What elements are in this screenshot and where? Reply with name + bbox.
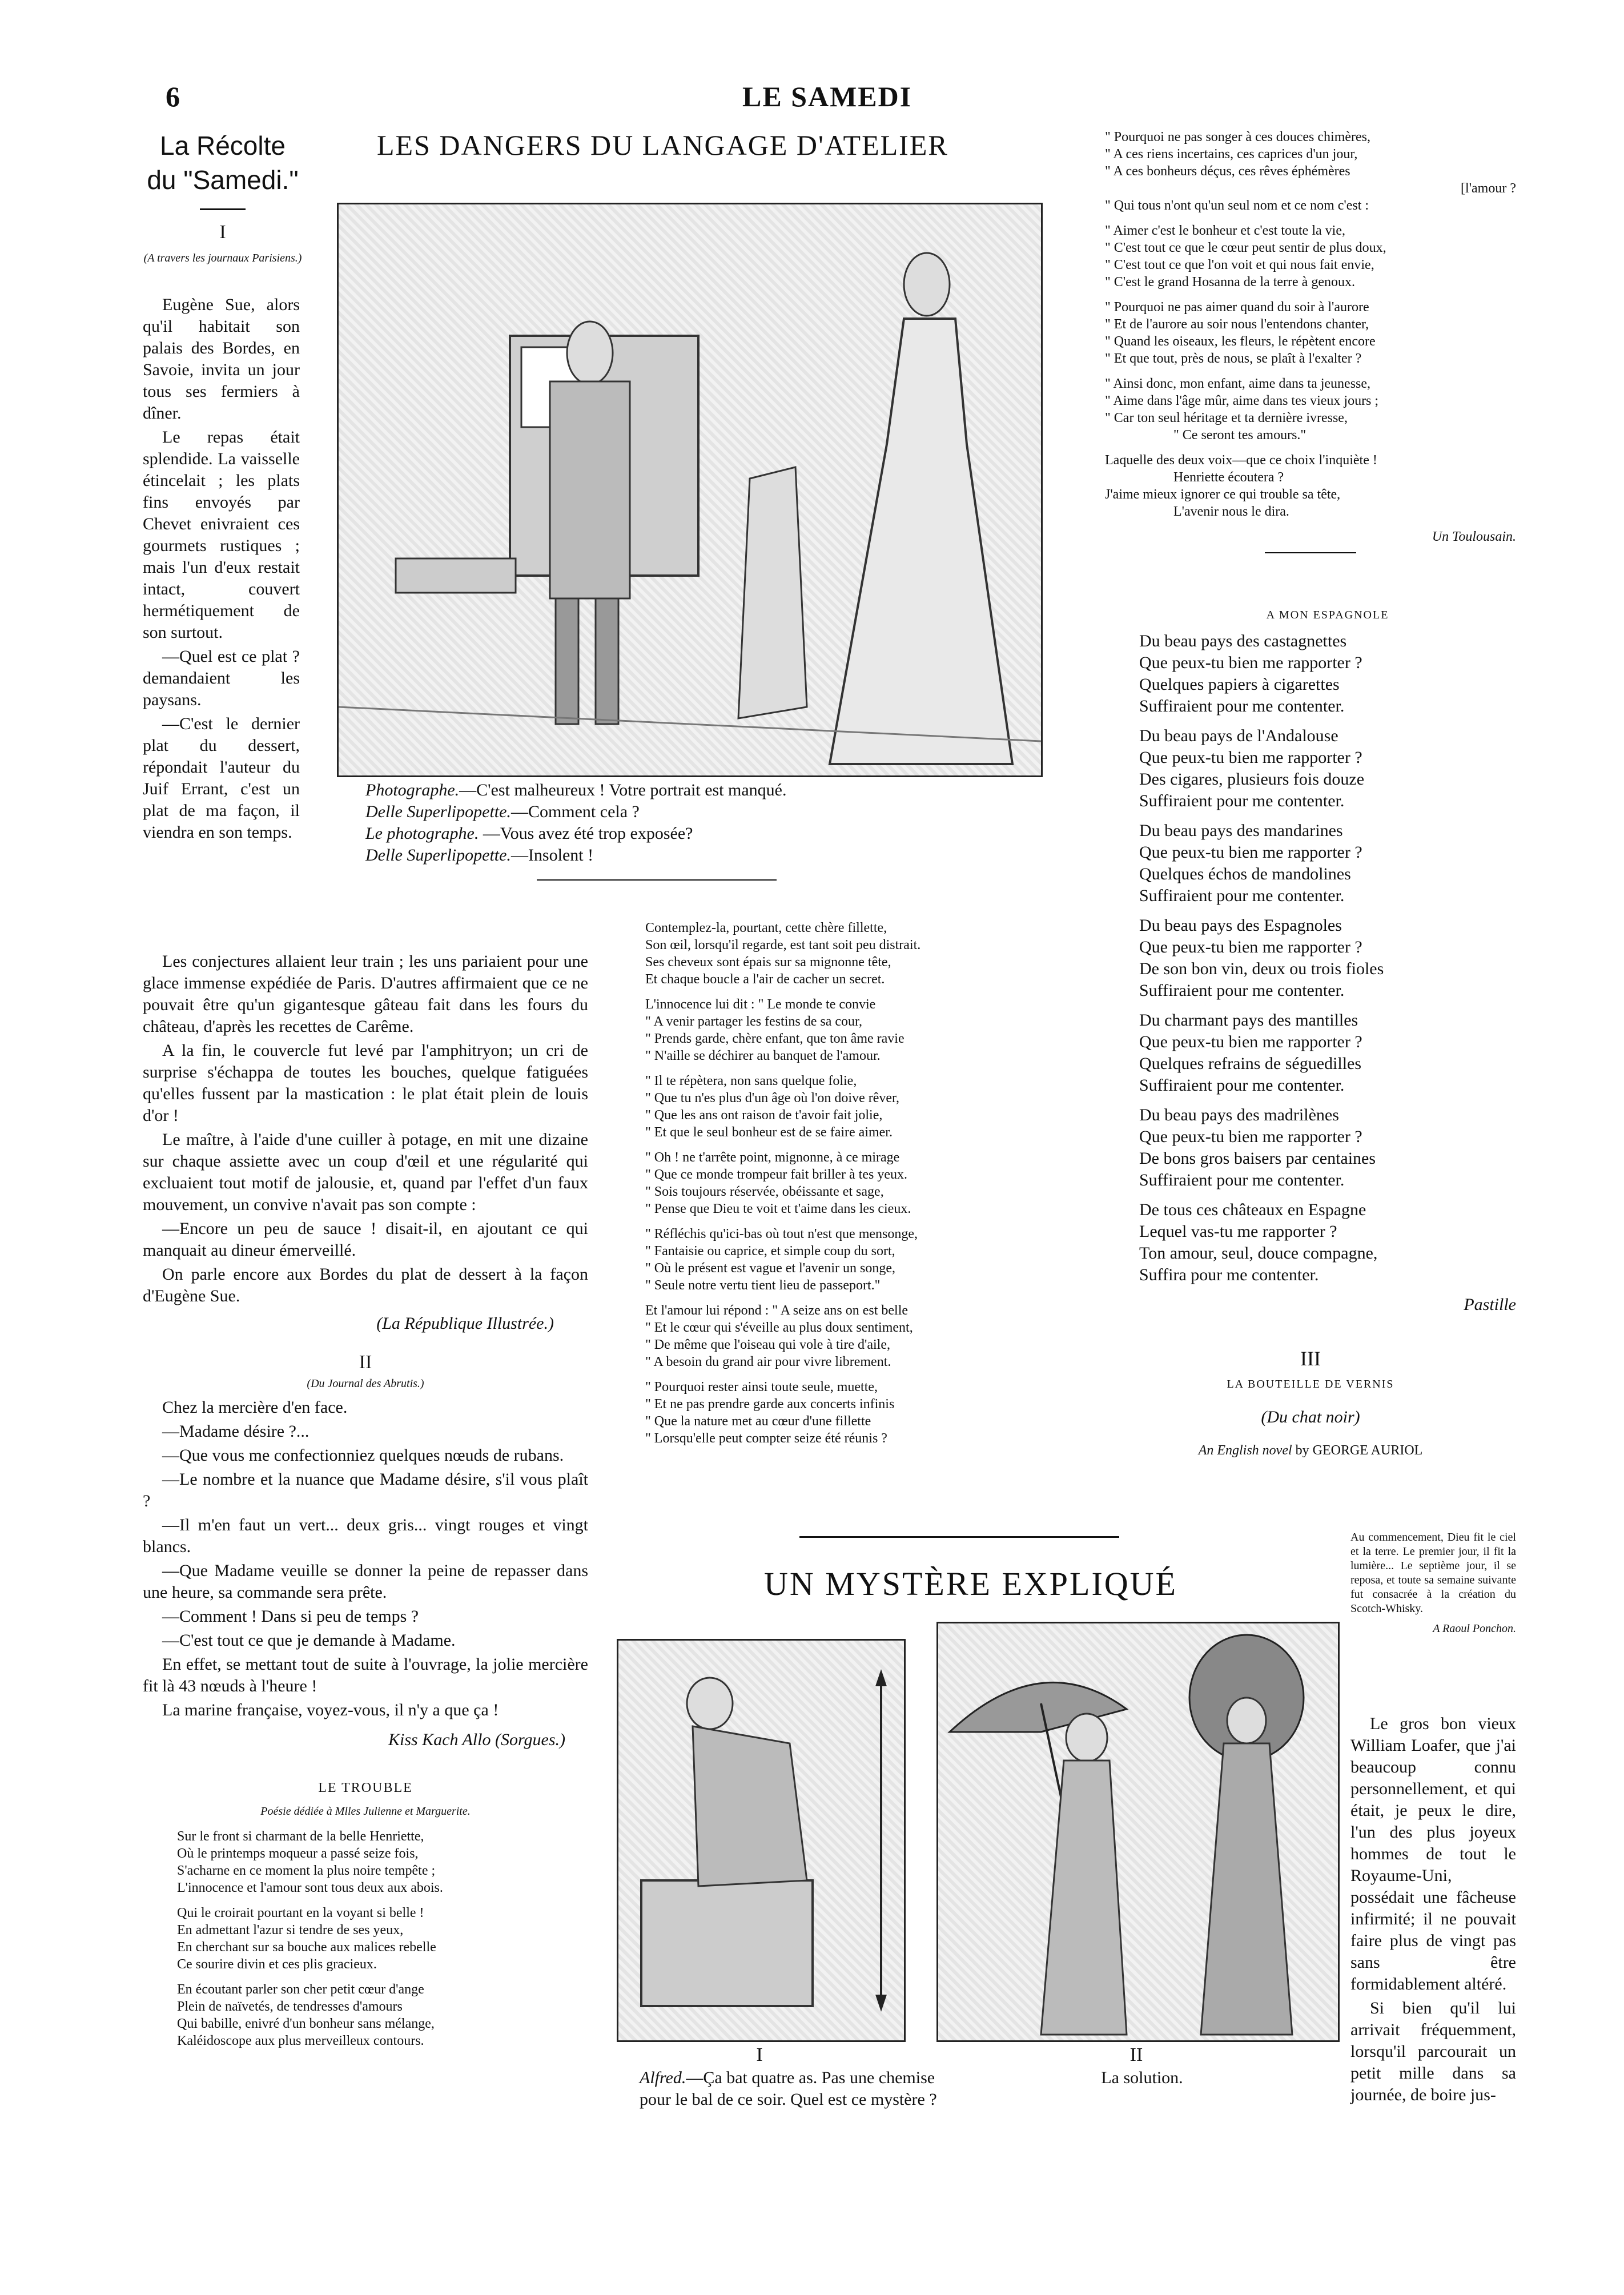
stanza xyxy=(1105,375,1516,444)
verse: Kaléidoscope aux plus merveilleux contours. xyxy=(177,2033,424,2048)
stanza xyxy=(645,1225,1045,1294)
photographer-leg xyxy=(596,598,618,724)
verse: Que peux-tu bien me rapporter ? xyxy=(1139,843,1362,862)
verse: Sur le front si charmant de la belle Henriette, xyxy=(177,1829,424,1844)
verse: De bons gros baisers par centaines xyxy=(1139,1149,1376,1168)
mystere-drawing-2 xyxy=(938,1623,1338,2040)
part3-text xyxy=(1350,1713,1516,2108)
part1-numeral: I xyxy=(219,222,226,243)
woman-2-dress xyxy=(1201,1743,1292,2035)
verse: " A ces riens incertains, ces caprices d'un jour, xyxy=(1105,147,1358,162)
part2-numeral: II xyxy=(359,1352,372,1373)
paragraph: Les conjectures allaient leur train ; les uns pariaient pour une glace immense expédiée de Paris. D'autres affirmaient que ce ne pouvait être qu'un gigantesque gâteau fait dans les fours du château, d'après les recettes de Carême. xyxy=(143,952,588,1036)
paragraph: Chez la mercière d'en face. xyxy=(162,1398,348,1417)
verse: " Où le présent est vague et l'avenir un songe, xyxy=(645,1261,895,1276)
verse: Suffiraient pour me contenter. xyxy=(1139,1076,1345,1095)
caption-line xyxy=(365,823,994,845)
verse: En cherchant sur sa bouche aux malices rebelle xyxy=(177,1940,436,1955)
verse: Quelques échos de mandolines xyxy=(1139,865,1351,883)
verse: L'avenir nous le dira. xyxy=(1173,504,1289,519)
verse: " A ces bonheurs déçus, ces rêves éphémères xyxy=(1105,164,1350,179)
paragraph: —Le nombre et la nuance que Madame désire, s'il vous plaît ? xyxy=(143,1470,588,1510)
stanza xyxy=(1139,1104,1516,1191)
verse: Que peux-tu bien me rapporter ? xyxy=(1139,938,1362,956)
paragraph: —C'est tout ce que je demande à Madame. xyxy=(162,1631,456,1650)
stanza xyxy=(1105,299,1516,367)
stanza xyxy=(1139,915,1516,1002)
caption-text: —Vous avez été trop exposée? xyxy=(479,824,693,843)
divider xyxy=(537,879,777,881)
verse: Que peux-tu bien me rapporter ? xyxy=(1139,653,1362,672)
verse: " Que les ans ont raison de t'avoir fait jolie, xyxy=(645,1108,883,1123)
photographer-leg xyxy=(556,598,578,724)
verse: L'innocence et l'amour sont tous deux aux abois. xyxy=(177,1880,443,1895)
fig2-numeral: II xyxy=(1129,2044,1143,2065)
verse: Suffiraient pour me contenter. xyxy=(1139,886,1345,905)
paragraph: En effet, se mettant tout de suite à l'ouvrage, la jolie mercière fit là 43 nœuds à l'heure ! xyxy=(143,1655,588,1695)
verse: Contemplez-la, pourtant, cette chère fillette, xyxy=(645,921,887,935)
verse: " Pense que Dieu te voit et t'aime dans les cieux. xyxy=(645,1201,911,1216)
verse: " Aimer c'est le bonheur et c'est toute la vie, xyxy=(1105,223,1345,238)
paragraph: La marine française, voyez-vous, il n'y a que ça ! xyxy=(162,1701,499,1719)
paragraph: —Madame désire ?... xyxy=(162,1422,309,1441)
atelier-title: LES DANGERS DU LANGAGE D'ATELIER xyxy=(377,129,948,161)
right-poem xyxy=(1105,128,1516,553)
verse: L'innocence lui dit : " Le monde te convie xyxy=(645,997,876,1012)
stanza xyxy=(177,1904,588,1973)
part3-epigraph xyxy=(1350,1530,1516,1636)
verse: " N'aille se déchirer au banquet de l'amour. xyxy=(645,1048,881,1063)
espagnole-title: A MON ESPAGNOLE xyxy=(1266,609,1389,621)
caption-speaker: Delle Superlipopette. xyxy=(365,846,511,865)
stanza xyxy=(1105,222,1516,291)
man-body xyxy=(693,1726,807,1886)
verse: En écoutant parler son cher petit cœur d'ange xyxy=(177,1982,424,1997)
mystere-illustration-1 xyxy=(617,1639,906,2042)
verse: " C'est tout ce que l'on voit et qui nous fait envie, xyxy=(1105,258,1374,272)
verse: " Pourquoi ne pas aimer quand du soir à l'aurore xyxy=(1105,300,1369,315)
verse: " Pourquoi ne pas songer à ces douces chimères, xyxy=(1105,130,1370,144)
part3-byline xyxy=(1105,1442,1516,1459)
part2-source: (Du Journal des Abrutis.) xyxy=(307,1377,424,1390)
verse: Des cigares, plusieurs fois douze xyxy=(1139,770,1365,789)
paragraph: —C'est le dernier plat du dessert, répondait l'auteur du Juif Errant, c'est un plat de ma façon, il viendra en son temps. xyxy=(143,714,300,842)
verse: " Seule notre vertu tient lieu de passeport." xyxy=(645,1278,881,1293)
woman-2-head xyxy=(1227,1698,1266,1743)
paragraph: On parle encore aux Bordes du plat de dessert à la façon d'Eugène Sue. xyxy=(143,1265,588,1305)
stanza xyxy=(1139,820,1516,907)
atelier-drawing xyxy=(339,204,1041,775)
part3-header xyxy=(1105,1348,1516,1459)
arrow-head-up xyxy=(875,1669,887,1686)
verse: " Et que le seul bonheur est de se faire aimer. xyxy=(645,1125,893,1140)
caption-speaker: Photographe. xyxy=(365,781,460,799)
verse: Que peux-tu bien me rapporter ? xyxy=(1139,1032,1362,1051)
right-poem-signature: Un Toulousain. xyxy=(1432,529,1516,544)
verse: S'acharne en ce moment la plus noire tempête ; xyxy=(177,1863,436,1878)
paragraph: Eugène Sue, alors qu'il habitait son palais des Bordes, en Savoie, invita un jour tous ses fermiers à dîner. xyxy=(143,295,300,423)
verse: " Sois toujours réservée, obéissante et sage, xyxy=(645,1184,884,1199)
verse: " Et de l'aurore au soir nous l'entendons chanter, xyxy=(1105,317,1369,332)
woman-1-head xyxy=(1066,1714,1107,1762)
caption-line xyxy=(365,779,994,801)
caption-text: —Comment cela ? xyxy=(510,802,640,821)
fig1-caption-text: —Ça bat quatre as. Pas une chemise pour le bal de ce soir. Quel est ce mystère ? xyxy=(640,2068,937,2109)
stanza xyxy=(177,1828,588,1896)
verse: " Réfléchis qu'ici-bas où tout n'est que mensonge, xyxy=(645,1227,918,1241)
man-head xyxy=(687,1678,733,1729)
verse: Suffira pour me contenter. xyxy=(1139,1265,1319,1284)
trunk-shape xyxy=(641,1880,813,2006)
verse: Où le printemps moqueur a passé seize fois, xyxy=(177,1846,419,1861)
verse: Du beau pays des castagnettes xyxy=(1139,632,1347,650)
caption-speaker: Le photographe. xyxy=(365,824,479,843)
recolte-header xyxy=(143,128,303,266)
verse: " Ce seront tes amours." xyxy=(1173,428,1307,443)
poem-le-trouble xyxy=(143,1828,588,2049)
verse: " De même que l'oiseau qui vole à tire d'aile, xyxy=(645,1337,890,1352)
caption-line xyxy=(365,845,994,866)
verse: Ton amour, seul, douce compagne, xyxy=(1139,1244,1378,1263)
stanza xyxy=(645,1378,1045,1447)
verse: Ce sourire divin et ces plis gracieux. xyxy=(177,1957,377,1972)
verse: J'aime mieux ignorer ce qui trouble sa tête, xyxy=(1105,487,1341,502)
stanza xyxy=(1139,630,1516,717)
mystere-drawing-1 xyxy=(618,1641,904,2040)
verse: Plein de naïvetés, de tendresses d'amours xyxy=(177,1999,403,2014)
caption-line xyxy=(365,801,994,823)
paragraph: Le maître, à l'aide d'une cuiller à potage, en mit une dizaine sur chaque assiette avec un coup d'œil et une régularité qui excluaient tout motif de jalousie, et, quand par l'effet d'un faux mouvement, un convive n'avait pas son compte : xyxy=(143,1130,588,1214)
paragraph: Le gros bon vieux William Loafer, que j'ai beaucoup connu personnellement, et qui était, je peux le dire, l'un des plus joyeux hommes de tout le Royaume-Uni, possédait une fâcheuse infirmité; il ne pouvait faire plus de vingt pas sans être formidablement altéré. xyxy=(1350,1714,1516,1993)
verse: En admettant l'azur si tendre de ses yeux, xyxy=(177,1923,404,1938)
verse: Que peux-tu bien me rapporter ? xyxy=(1139,1127,1362,1146)
verse: Lequel vas-tu me rapporter ? xyxy=(1139,1222,1337,1241)
paragraph: —Comment ! Dans si peu de temps ? xyxy=(162,1607,419,1626)
epigraph-credit: A Raoul Ponchon. xyxy=(1433,1622,1516,1635)
verse: " Et le cœur qui s'éveille au plus doux sentiment, xyxy=(645,1320,913,1335)
mystere-title: UN MYSTÈRE EXPLIQUÉ xyxy=(764,1565,1177,1602)
verse: Henriette écoutera ? xyxy=(1173,470,1284,485)
verse: Que peux-tu bien me rapporter ? xyxy=(1139,748,1362,767)
paragraph: —Que vous me confectionniez quelques nœuds de rubans. xyxy=(162,1446,564,1465)
caption-speaker: Delle Superlipopette. xyxy=(365,802,511,821)
verse: " C'est tout ce que le cœur peut sentir de plus doux, xyxy=(1105,240,1386,255)
verse: " Prends garde, chère enfant, que ton âme ravie xyxy=(645,1031,905,1046)
fig1-speaker: Alfred. xyxy=(640,2068,686,2087)
part1-credit: (La République Illustrée.) xyxy=(376,1314,554,1333)
espagnole-poem xyxy=(1139,608,1516,1316)
verse: Son œil, lorsqu'il regarde, est tant soit peu distrait. xyxy=(645,938,921,952)
stanza xyxy=(177,1981,588,2049)
paragraph: —Quel est ce plat ? demandaient les paysans. xyxy=(143,647,300,709)
part2-credit: Kiss Kach Allo (Sorgues.) xyxy=(388,1730,565,1749)
verse: " Ainsi donc, mon enfant, aime dans ta jeunesse, xyxy=(1105,376,1371,391)
photographer-body xyxy=(550,381,630,598)
verse: Du beau pays des Espagnoles xyxy=(1139,916,1342,935)
paragraph: —Il m'en faut un vert... deux gris... vingt rouges et vingt blancs. xyxy=(143,1516,588,1556)
verse: " Pourquoi rester ainsi toute seule, muette, xyxy=(645,1380,878,1394)
verse: " Fantaisie ou caprice, et simple coup du sort, xyxy=(645,1244,895,1259)
verse: Laquelle des deux voix—que ce choix l'inquiète ! xyxy=(1105,453,1377,468)
divider xyxy=(799,1536,1119,1538)
verse: Du beau pays de l'Andalouse xyxy=(1139,726,1338,745)
stanza xyxy=(645,1072,1045,1141)
verse: [l'amour ? xyxy=(1461,181,1516,196)
verse: Suffiraient pour me contenter. xyxy=(1139,791,1345,810)
stanza xyxy=(1139,725,1516,812)
atelier-captions xyxy=(365,779,994,866)
verse: " Que tu n'es plus d'un âge où l'on doive rêver, xyxy=(645,1091,900,1106)
verse: Qui babille, enivré d'un bonheur sans mélange, xyxy=(177,2016,435,2031)
verse: Du charmant pays des mantilles xyxy=(1139,1011,1358,1030)
poem-dedication: Poésie dédiée à Mlles Julienne et Marguerite. xyxy=(260,1805,471,1818)
epigraph-text: Au commencement, Dieu fit le ciel et la terre. Le premier jour, il fit la lumière... Le septième jour, il se reposa, et toute sa semaine suivante fut consacrée à la création du Scotch-Whisky. xyxy=(1350,1531,1516,1615)
verse: Ses cheveux sont épais sur sa mignonne tête, xyxy=(645,955,891,970)
verse: " Oh ! ne t'arrête point, mignonne, à ce mirage xyxy=(645,1150,900,1165)
stanza xyxy=(645,1149,1045,1217)
part3-source: (Du chat noir) xyxy=(1261,1408,1360,1426)
verse: Et chaque boucle a l'air de cacher un secret. xyxy=(645,972,885,987)
verse: Qui le croirait pourtant en la voyant si belle ! xyxy=(177,1906,424,1920)
stanza xyxy=(1139,1199,1516,1286)
caption-text: —Insolent ! xyxy=(510,846,594,865)
stanza xyxy=(645,919,1045,988)
stanza xyxy=(1105,128,1516,214)
verse: " Que ce monde trompeur fait briller à tes yeux. xyxy=(645,1167,907,1182)
stanza xyxy=(645,1302,1045,1370)
verse: Du beau pays des madrilènes xyxy=(1139,1106,1339,1124)
verse: Suffiraient pour me contenter. xyxy=(1139,697,1345,716)
fig1-caption xyxy=(640,2067,948,2111)
caption-text: —C'est malheureux ! Votre portrait est manqué. xyxy=(459,781,787,799)
chair-shape xyxy=(738,467,807,718)
fig2-caption: La solution. xyxy=(1101,2068,1183,2087)
verse: Suffiraient pour me contenter. xyxy=(1139,1171,1345,1189)
verse: " Que la nature met au cœur d'une fillette xyxy=(645,1414,871,1429)
verse: Suffiraient pour me contenter. xyxy=(1139,981,1345,1000)
stanza xyxy=(1105,452,1516,520)
fig1-numeral: I xyxy=(756,2044,763,2065)
verse: " C'est le grand Hosanna de la terre à genoux. xyxy=(1105,275,1355,290)
paragraph: —Que Madame veuille se donner la peine de repasser dans une heure, sa commande sera prête. xyxy=(143,1561,588,1602)
stool-shape xyxy=(396,558,516,593)
verse: " A venir partager les festins de sa cour, xyxy=(645,1014,863,1029)
paper-title: LE SAMEDI xyxy=(742,81,913,112)
mystere-illustration-2 xyxy=(936,1622,1340,2042)
arrow-head-down xyxy=(875,1995,887,2012)
verse: " Lorsqu'elle peut compter seize été réunis ? xyxy=(645,1431,887,1446)
section-title: La Récolte du "Samedi." xyxy=(147,131,299,195)
photographer-head xyxy=(567,321,613,384)
verse: " Car ton seul héritage et ta dernière ivresse, xyxy=(1105,411,1348,425)
verse: " Et que tout, près de nous, se plaît à l'exalter ? xyxy=(1105,351,1362,366)
poem-title: LE TROUBLE xyxy=(318,1780,413,1795)
espagnole-signature: Pastille xyxy=(1464,1295,1516,1314)
paragraph: A la fin, le couvercle fut levé par l'amphitryon; un cri de surprise s'échappa de toutes les bouches, quelque fatiguées qu'elles fussent par la mastication : le plat était plein de louis d'or ! xyxy=(143,1041,588,1125)
verse: " Il te répètera, non sans quelque folie, xyxy=(645,1074,857,1088)
paragraph: Si bien qu'il lui arrivait fréquemment, lorsqu'il parcourait un petit mille dans sa journée, de boire jus- xyxy=(1350,1999,1516,2104)
verse: " Et ne pas prendre garde aux concerts infinis xyxy=(645,1397,895,1412)
verse: Du beau pays des mandarines xyxy=(1139,821,1343,840)
verse: De son bon vin, deux ou trois fioles xyxy=(1139,959,1384,978)
stanza xyxy=(645,996,1045,1064)
page-number: 6 xyxy=(166,81,181,112)
verse: De tous ces châteaux en Espagne xyxy=(1139,1200,1366,1219)
middle-poem xyxy=(645,919,1045,1455)
part3-title: LA BOUTEILLE DE VERNIS xyxy=(1227,1378,1394,1390)
divider xyxy=(1265,552,1356,553)
verse: " Aime dans l'âge mûr, aime dans tes vieux jours ; xyxy=(1105,393,1379,408)
verse: " Qui tous n'ont qu'un seul nom et ce nom c'est : xyxy=(1105,198,1369,213)
paragraph: Le repas était splendide. La vaisselle étincelait ; les plats fins envoyés par Chevet enivraient ces gourmets rustiques ; mais l'un d'eux restait intact, couvert hermétiquement de son surtout. xyxy=(143,428,300,642)
lady-dress xyxy=(830,319,1012,764)
atelier-illustration xyxy=(337,203,1043,777)
part3-numeral: III xyxy=(1300,1347,1321,1370)
verse: Quelques refrains de séguedilles xyxy=(1139,1054,1362,1073)
byline-author: by GEORGE AURIOL xyxy=(1292,1443,1423,1458)
part1-narrow-text xyxy=(143,294,300,846)
stanza xyxy=(1139,1010,1516,1096)
woman-1-dress xyxy=(1041,1761,1127,2035)
verse: Quelques papiers à cigarettes xyxy=(1139,675,1340,694)
paragraph: —Encore un peu de sauce ! disait-il, en ajoutant ce qui manquait au dineur émerveillé. xyxy=(143,1219,588,1260)
verse: " A besoin du grand air pour vivre librement. xyxy=(645,1355,891,1369)
verse: Et l'amour lui répond : " A seize ans on est belle xyxy=(645,1303,909,1318)
part1-wide-text xyxy=(143,951,588,2057)
part1-source: (A travers les journaux Parisiens.) xyxy=(143,252,302,264)
lady-head xyxy=(904,253,950,316)
verse: " Quand les oiseaux, les fleurs, le répètent encore xyxy=(1105,334,1376,349)
byline-novel: An English novel xyxy=(1198,1443,1292,1458)
